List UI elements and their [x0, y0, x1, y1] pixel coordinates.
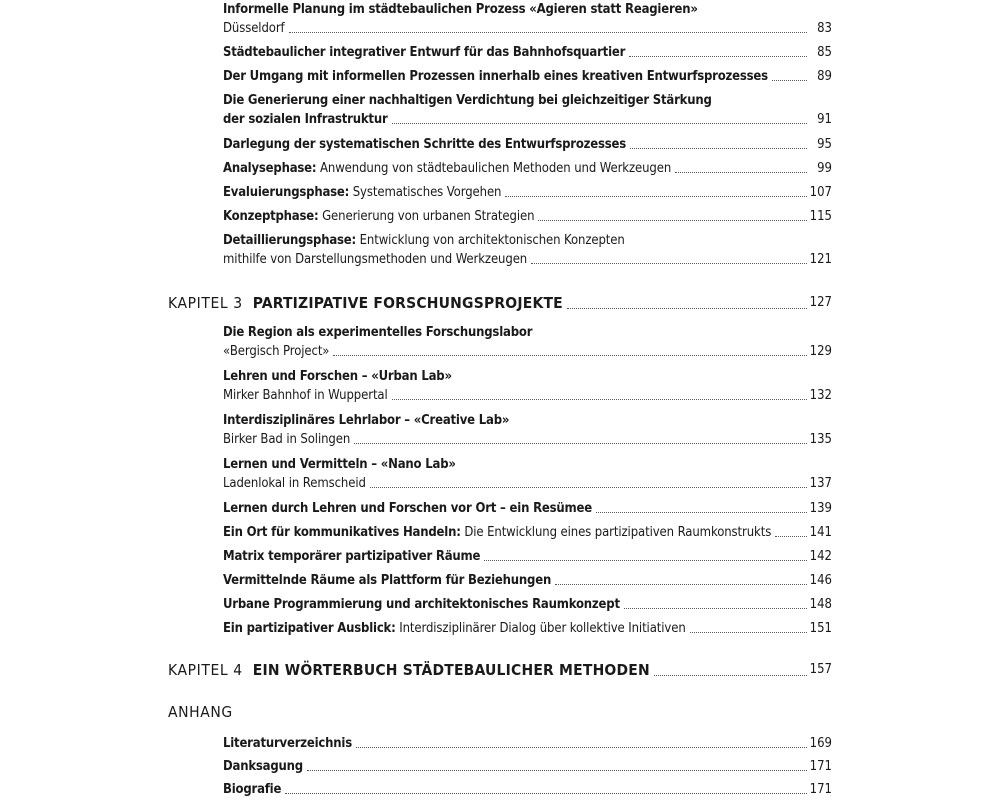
- toc-entry: [223, 523, 832, 542]
- leader-dots: [392, 123, 807, 124]
- toc-entry-line: [223, 250, 832, 269]
- leader-dots: [690, 632, 807, 633]
- toc-entry-line: [223, 67, 832, 86]
- toc-entry-text: Anwendung von städtebaulichen Methoden und Werkzeugen: [316, 161, 672, 176]
- chapter-label: KAPITEL 4: [168, 661, 243, 679]
- toc-entry-line: [223, 323, 832, 342]
- toc-entry-line: [223, 547, 832, 566]
- toc-entry-line: [223, 135, 832, 154]
- toc-entry: [223, 323, 832, 361]
- toc-entry-line: [223, 499, 832, 518]
- page-number: 83: [817, 21, 832, 36]
- page-number: 129: [809, 344, 832, 359]
- page-number: 89: [817, 69, 832, 84]
- page-number: 171: [809, 782, 832, 797]
- toc-entry-bold: Matrix temporärer partizipativer Räume: [223, 549, 481, 564]
- toc-entry: [223, 91, 832, 129]
- toc-entry-line: [223, 780, 832, 799]
- toc-entry: [223, 595, 832, 614]
- chapter-line: [168, 659, 832, 681]
- toc-entry-text: Birker Bad in Solingen: [223, 432, 351, 447]
- leader-dots: [675, 172, 807, 173]
- toc-entry-line: [223, 571, 832, 590]
- toc-entry: [223, 734, 832, 753]
- toc-entry-line: [223, 595, 832, 614]
- toc-entry-text: «Bergisch Project»: [223, 344, 330, 359]
- leader-dots: [333, 355, 806, 356]
- toc-entry-line: [223, 110, 832, 129]
- toc-entry-line: [223, 523, 832, 542]
- toc-entry-bold: Interdisziplinäres Lehrlabor – «Creative Lab»: [223, 413, 510, 428]
- leader-dots: [392, 399, 807, 400]
- toc-entry-line: [223, 342, 832, 361]
- toc-entry: [223, 455, 832, 493]
- toc-entry-line: [223, 231, 832, 250]
- chapter-label: KAPITEL 3: [168, 294, 243, 312]
- toc-entry: [223, 43, 832, 62]
- page-number: 135: [809, 432, 832, 447]
- toc-entry-line: [223, 159, 832, 178]
- toc-entry-line: [223, 207, 832, 226]
- page-number: 146: [809, 573, 832, 588]
- toc-entry-text: mithilfe von Darstellungsmethoden und Werkzeugen: [223, 252, 528, 267]
- leader-dots: [624, 608, 807, 609]
- toc-entry-bold: der sozialen Infrastruktur: [223, 112, 388, 127]
- chapter-3-heading: [168, 292, 832, 314]
- toc-entry-bold: Evaluierungsphase:: [223, 185, 350, 200]
- toc-entry-line: [223, 430, 832, 449]
- leader-dots: [307, 770, 807, 771]
- leader-dots: [567, 308, 807, 309]
- page-number: 157: [809, 662, 832, 677]
- toc-entry: [223, 780, 832, 799]
- toc-entry-line: [223, 734, 832, 753]
- toc-entry: [223, 499, 832, 518]
- leader-dots: [629, 56, 807, 57]
- toc-entry: [223, 231, 832, 269]
- toc-entry: [223, 135, 832, 154]
- page-number: 171: [809, 759, 832, 774]
- toc-entry-bold: Ein partizipativer Ausblick:: [223, 621, 396, 636]
- leader-dots: [484, 560, 806, 561]
- toc-entry: [223, 571, 832, 590]
- toc-entry: [223, 183, 832, 202]
- toc-entry-bold: Lernen und Vermitteln – «Nano Lab»: [223, 457, 456, 472]
- toc-entry-bold: Urbane Programmierung und architektonisches Raumkonzept: [223, 597, 620, 612]
- toc-entry-bold: Lernen durch Lehren und Forschen vor Ort – ein Resümee: [223, 501, 592, 516]
- toc-entry: [223, 159, 832, 178]
- leader-dots: [289, 32, 807, 33]
- leader-dots: [505, 196, 806, 197]
- leader-dots: [285, 793, 806, 794]
- page-number: 142: [809, 549, 832, 564]
- page-number: 148: [809, 597, 832, 612]
- toc-entry-line: [223, 386, 832, 405]
- toc-entry: [223, 757, 832, 776]
- toc-entry-bold: Die Generierung einer nachhaltigen Verdichtung bei gleichzeitiger Stärkung: [223, 93, 712, 108]
- leader-dots: [555, 584, 807, 585]
- leader-dots: [775, 536, 806, 537]
- appendix-heading: ANHANG: [168, 703, 233, 721]
- toc-entry: [223, 547, 832, 566]
- page-number: 95: [817, 137, 832, 152]
- toc-entry-bold: Biografie: [223, 782, 282, 797]
- page-number: 137: [809, 476, 832, 491]
- toc-entry-bold: Literaturverzeichnis: [223, 736, 352, 751]
- page-number: 139: [809, 501, 832, 516]
- toc-entry-line: [223, 455, 832, 474]
- leader-dots: [630, 148, 807, 149]
- toc-entry: [223, 67, 832, 86]
- toc-entry-line: [223, 0, 832, 19]
- toc-entry-bold: Konzeptphase:: [223, 209, 319, 224]
- toc-entry-line: [223, 411, 832, 430]
- toc-entry-line: [223, 619, 832, 638]
- leader-dots: [654, 675, 807, 676]
- toc-entry-bold: Der Umgang mit informellen Prozessen innerhalb eines kreativen Entwurfsprozesses: [223, 69, 768, 84]
- toc-entry-text: Systematisches Vorgehen: [349, 185, 502, 200]
- toc-entry-line: [223, 367, 832, 386]
- toc-entry: [223, 207, 832, 226]
- toc-entry-text: Interdisziplinärer Dialog über kollektive Initiativen: [395, 621, 686, 636]
- toc-entry-line: [223, 183, 832, 202]
- toc-entry-bold: Detaillierungsphase:: [223, 233, 357, 248]
- chapter-4-heading: [168, 659, 832, 681]
- toc-entry-bold: Lehren und Forschen – «Urban Lab»: [223, 369, 452, 384]
- page-number: 115: [809, 209, 832, 224]
- leader-dots: [356, 747, 807, 748]
- page-number: 169: [809, 736, 832, 751]
- page-number: 141: [809, 525, 832, 540]
- leader-dots: [354, 443, 807, 444]
- chapter-line: [168, 292, 832, 314]
- page-number: 107: [809, 185, 832, 200]
- leader-dots: [370, 487, 807, 488]
- chapter-title: EIN WÖRTERBUCH STÄDTEBAULICHER METHODEN: [252, 661, 650, 679]
- toc-entry-line: [223, 474, 832, 493]
- leader-dots: [772, 80, 807, 81]
- toc-entry: [223, 0, 832, 38]
- page-number: 132: [809, 388, 832, 403]
- toc-entry-text: Mirker Bahnhof in Wuppertal: [223, 388, 388, 403]
- toc-entry-bold: Analysephase:: [223, 161, 317, 176]
- toc-entry: [223, 619, 832, 638]
- page-number: 121: [809, 252, 832, 267]
- page-number: 85: [817, 45, 832, 60]
- toc-entry-text: Düsseldorf: [223, 21, 285, 36]
- toc-entry-bold: Städtebaulicher integrativer Entwurf für das Bahnhofsquartier: [223, 45, 626, 60]
- toc-entry: [223, 411, 832, 449]
- toc-entry-text: Ladenlokal in Remscheid: [223, 476, 366, 491]
- page-number: 99: [817, 161, 832, 176]
- toc-entry: [223, 367, 832, 405]
- page-number: 151: [809, 621, 832, 636]
- chapter-title: PARTIZIPATIVE FORSCHUNGSPROJEKTE: [252, 294, 563, 312]
- toc-entry-text: Entwicklung von architektonischen Konzepten: [356, 233, 625, 248]
- toc-entry-bold: Darlegung der systematischen Schritte des Entwurfsprozesses: [223, 137, 627, 152]
- page-number: 127: [809, 295, 832, 310]
- toc-entry-line: [223, 91, 832, 110]
- toc-entry-bold: Die Region als experimentelles Forschungslabor: [223, 325, 533, 340]
- leader-dots: [538, 220, 806, 221]
- toc-entry-line: [223, 43, 832, 62]
- toc-entry-bold: Informelle Planung im städtebaulichen Prozess «Agieren statt Reagieren»: [223, 2, 698, 17]
- toc-entry-bold: Ein Ort für kommunikatives Handeln:: [223, 525, 461, 540]
- toc-entry-text: Generierung von urbanen Strategien: [318, 209, 535, 224]
- toc-entry-bold: Vermittelnde Räume als Plattform für Beziehungen: [223, 573, 552, 588]
- leader-dots: [596, 512, 807, 513]
- page-number: 91: [817, 112, 832, 127]
- leader-dots: [531, 263, 807, 264]
- toc-entry-line: [223, 19, 832, 38]
- toc-entry-text: Die Entwicklung eines partizipativen Raumkonstrukts: [460, 525, 772, 540]
- toc-entry-bold: Danksagung: [223, 759, 303, 774]
- toc-entry-line: [223, 757, 832, 776]
